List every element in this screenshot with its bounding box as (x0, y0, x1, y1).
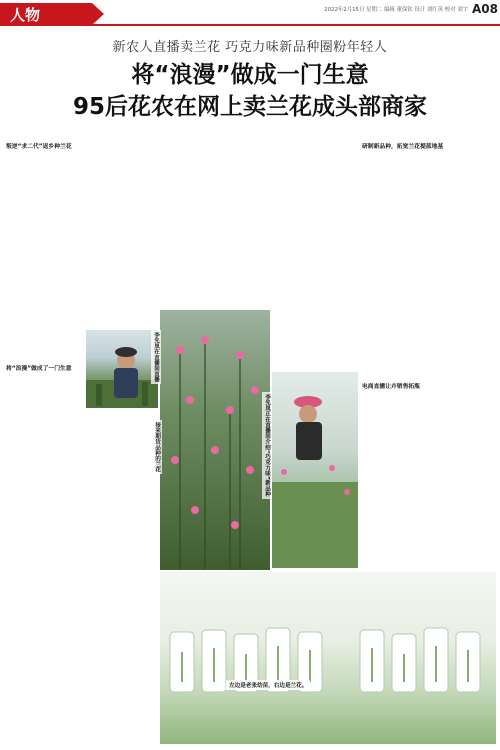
subtitle-3: 研制新品种，拓宽兰花提蓝地基 (362, 144, 444, 150)
page-header (0, 0, 500, 28)
caption-chocolate-variety: 李先岚正在直播间介绍“巧克力味”新品种 (264, 394, 270, 497)
subtitle-2: 将“浪漫”做成了一门生意 (6, 366, 72, 372)
section-tag: 人物 (0, 3, 92, 25)
headline-line-1: 将“浪漫”做成一门生意 (131, 62, 369, 88)
column-3 (362, 142, 496, 378)
issue-meta: 2022年2月15日 星期二 编辑 董保钦 设计 刘红英 校对 刘宇 (324, 7, 468, 13)
caption-livestream: 李先岚在直播间直播 (153, 332, 159, 383)
photo-greenhouse-worker (272, 372, 358, 568)
orchid-illustration (160, 310, 270, 570)
worker-figure (272, 372, 358, 568)
caption-varieties: 接来期货品种的兰花 (154, 422, 160, 473)
header-rule (0, 24, 500, 26)
column-2 (160, 142, 270, 307)
subtitle-1: 叛逆“求二代”返乡种兰花 (6, 144, 72, 150)
page-number: A08 (472, 2, 498, 16)
caption-seedlings: 左边是老张幼苗，右边是兰花。 (226, 680, 310, 690)
subtitle-4: 电商直播让卉销售拓瓶 (362, 384, 420, 390)
kicker: 新农人直播卖兰花 巧克力味新品种圈粉年轻人 (112, 40, 388, 55)
column-1b (6, 364, 122, 740)
seedling-jars (160, 572, 496, 744)
photo-orchid-field (160, 310, 270, 570)
photo-seedlings (160, 572, 496, 744)
headline-line-2: 95后花农在网上卖兰花成头部商家 (72, 94, 427, 120)
